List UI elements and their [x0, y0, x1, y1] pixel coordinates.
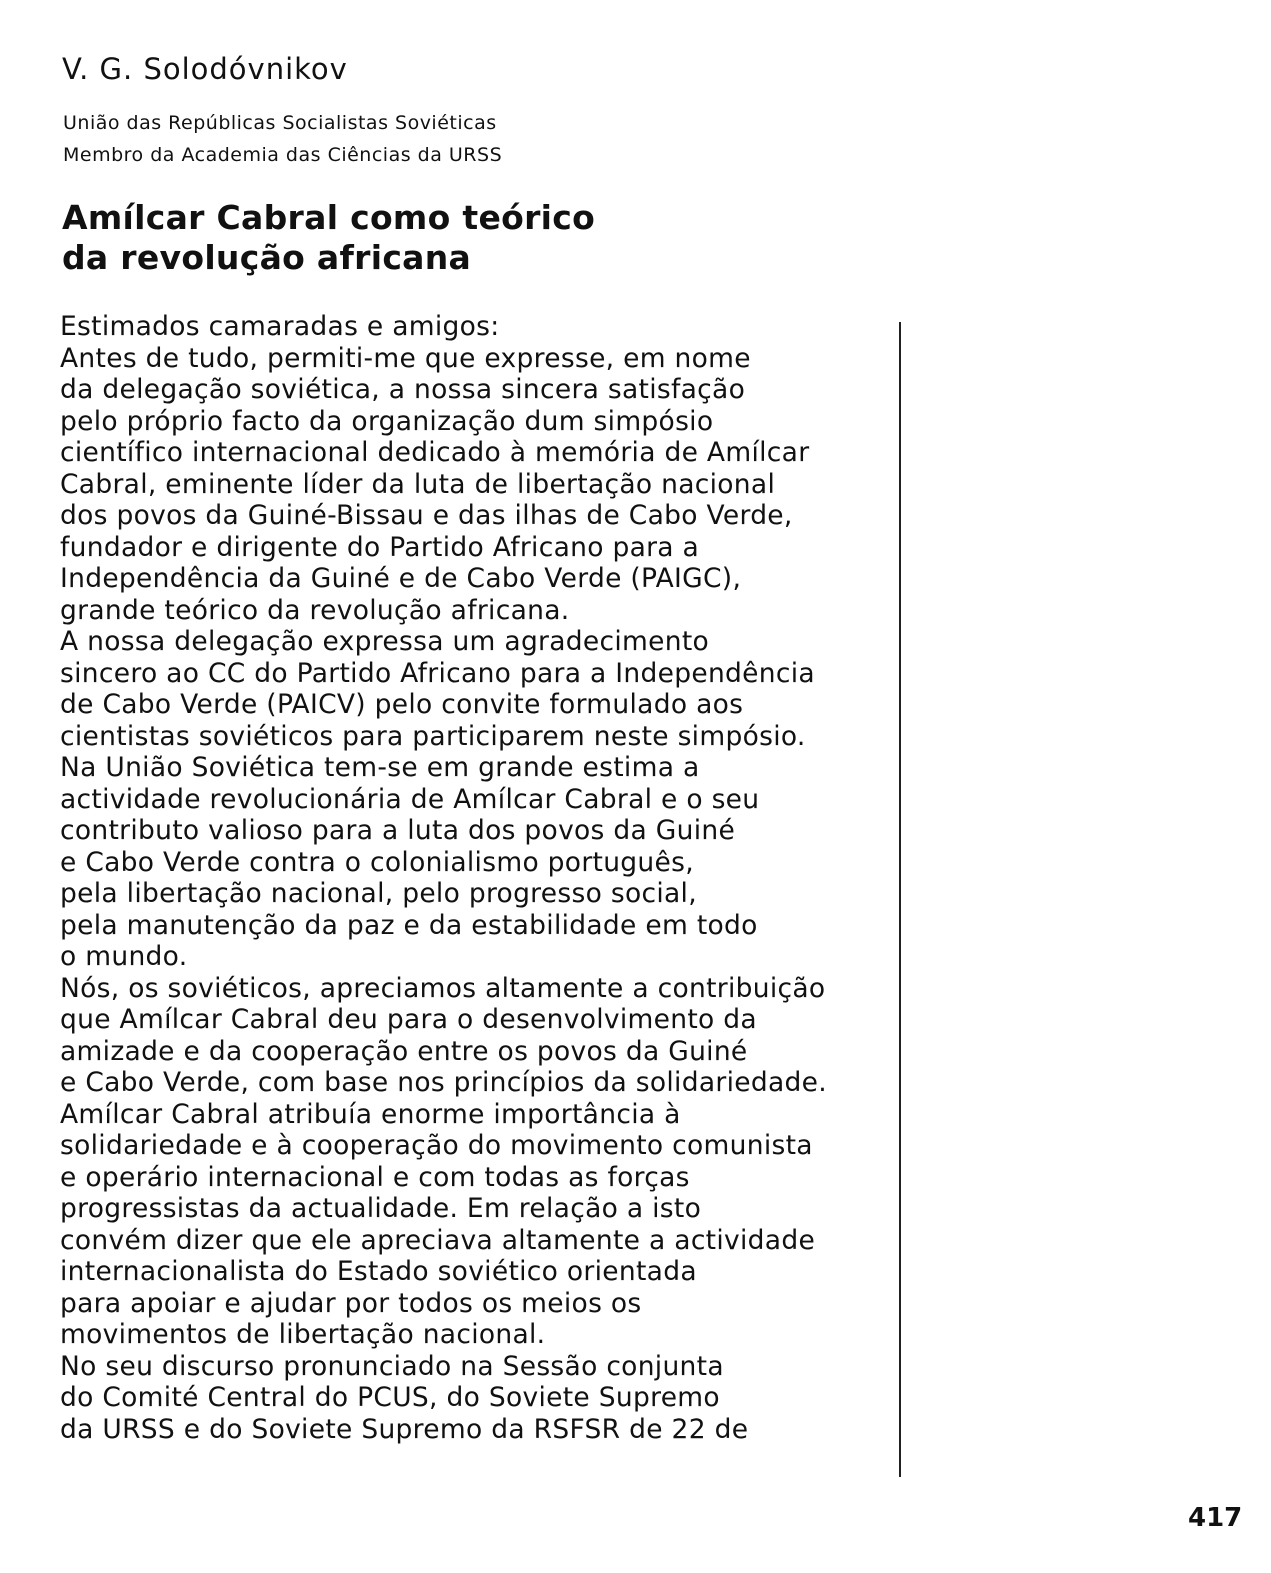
body-line: que Amílcar Cabral deu para o desenvolvimento da [60, 1004, 757, 1035]
body-line: Na União Soviética tem-se em grande estima a [60, 752, 700, 783]
body-line: progressistas da actualidade. Em relação a isto [60, 1193, 702, 1224]
body-line: sincero ao CC do Partido Africano para a Independência [60, 657, 815, 689]
body-line: para apoiar e ajudar por todos os meios os [60, 1287, 642, 1319]
body-line: amizade e da cooperação entre os povos da Guiné [60, 1035, 748, 1067]
body-line: e Cabo Verde, com base nos princípios da solidariedade. [60, 1067, 827, 1098]
body-line: Amílcar Cabral atribuía enorme importância à [60, 1098, 681, 1130]
author-name: V. G. Solodóvnikov [62, 52, 348, 86]
body-line: pelo próprio facto da organização dum simpósio [60, 405, 714, 437]
body-line: dos povos da Guiné-Bissau e das ilhas de Cabo Verde, [60, 500, 793, 531]
body-line: da delegação soviética, a nossa sincera satisfação [60, 374, 746, 405]
body-line: do Comité Central do PCUS, do Soviete Supremo [60, 1382, 720, 1413]
article-title-line-1: Amílcar Cabral como teórico [62, 198, 596, 237]
article-title-line-2: da revolução africana [62, 238, 472, 277]
margin-rule [899, 322, 901, 1477]
body-line: A nossa delegação expressa um agradecimento [60, 626, 710, 657]
body-line: o mundo. [60, 941, 188, 972]
body-line: Estimados camaradas e amigos: [60, 311, 500, 342]
body-line: movimentos de libertação nacional. [60, 1319, 546, 1350]
body-line: e operário internacional e com todas as forças [60, 1161, 690, 1193]
page-number: 417 [1188, 1503, 1243, 1533]
article-title [62, 198, 595, 278]
body-line: de Cabo Verde (PAICV) pelo convite formulado aos [60, 689, 744, 720]
body-line: grande teórico da revolução africana. [60, 594, 570, 626]
article-body [60, 311, 890, 1445]
body-line: pela manutenção da paz e da estabilidade em todo [60, 909, 758, 941]
body-line: cientistas soviéticos para participarem neste simpósio. [60, 720, 806, 752]
body-line: Nós, os soviéticos, apreciamos altamente a contribuição [60, 972, 826, 1004]
body-line: e Cabo Verde contra o colonialismo português, [60, 846, 694, 878]
body-line: convém dizer que ele apreciava altamente a actividade [60, 1224, 816, 1256]
body-line: solidariedade e à cooperação do movimento comunista [60, 1130, 813, 1161]
affiliation-country: União das Repúblicas Socialistas Soviéticas [63, 112, 497, 134]
body-line: Antes de tudo, permiti-me que expresse, em nome [60, 342, 751, 374]
body-line: pela libertação nacional, pelo progresso social, [60, 878, 697, 909]
body-line: contributo valioso para a luta dos povos da Guiné [60, 815, 736, 846]
body-line: actividade revolucionária de Amílcar Cabral e o seu [60, 783, 760, 815]
body-line: internacionalista do Estado soviético orientada [60, 1256, 697, 1287]
affiliation-academy: Membro da Academia das Ciências da URSS [63, 144, 503, 166]
body-line: da URSS e do Soviete Supremo da RSFSR de 22 de [60, 1413, 749, 1445]
body-line: Independência da Guiné e de Cabo Verde (PAIGC), [60, 563, 742, 594]
body-line: científico internacional dedicado à memória de Amílcar [60, 437, 810, 468]
body-line: fundador e dirigente do Partido Africano para a [60, 531, 700, 563]
body-line: Cabral, eminente líder da luta de libertação nacional [60, 468, 776, 500]
body-line: No seu discurso pronunciado na Sessão conjunta [60, 1350, 724, 1382]
